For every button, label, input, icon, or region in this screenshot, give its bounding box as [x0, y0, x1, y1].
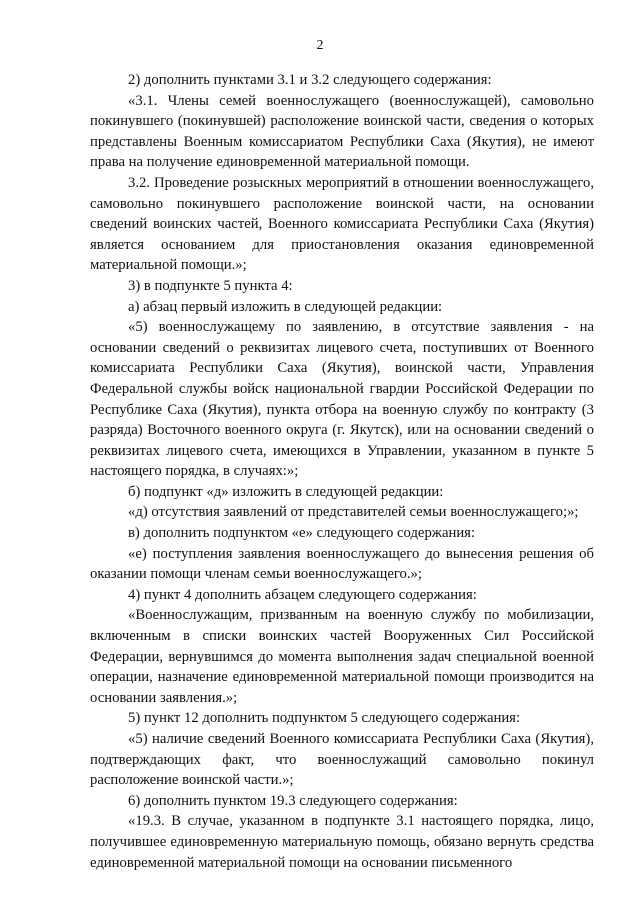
paragraph: 5) пункт 12 дополнить подпунктом 5 следующего содержания: — [128, 710, 521, 727]
paragraph: «5) военнослужащему по заявлению, в отсутствие заявления - на основании сведений о реквизитах лицевого счета, поступивших от Военного комиссариата Республики Саха (Якутия), воинской части, Управления Федеральной службы войск национальной гвардии Российской Федерации по Республике Саха (Якутия), пункта отбора на военную службу по контракту (3 разряда) Восточного военного округа (г. Якутск), или на основании сведений о реквизитах лицевого счета, имеющихся в Управлении, указанном в пункте 5 настоящего порядка, в случаях:»; — [90, 319, 594, 480]
paragraph: б) подпункт «д» изложить в следующей редакции: — [128, 483, 444, 500]
page-number: 2 — [316, 38, 324, 53]
paragraph: «19.3. В случае, указанном в подпункте 3.1 настоящего порядка, лицо, получившее единовременную материальную помощь, обязано вернуть средства единовременной материальной помощи на основании письменного — [90, 813, 594, 871]
document-body — [90, 70, 594, 873]
paragraph: «5) наличие сведений Военного комиссариата Республики Саха (Якутия), подтверждающих факт, что военнослужащий самовольно покинул расположение воинской части.»; — [90, 731, 594, 789]
paragraph: «3.1. Члены семей военнослужащего (военнослужащей), самовольно покинувшего (покинувшей) расположение воинской части, сведения о которых представлены Военным комиссариатом Республики Саха (Якутия), не имеют права на получение единовременной материальной помощи. — [90, 92, 594, 171]
paragraph: 2) дополнить пунктами 3.1 и 3.2 следующего содержания: — [128, 72, 492, 88]
paragraph: в) дополнить подпунктом «е» следующего содержания: — [128, 525, 476, 542]
paragraph: 3) в подпункте 5 пункта 4: — [128, 277, 293, 294]
paragraph: «е) поступления заявления военнослужащего до вынесения решения об оказании помощи членам семьи военнослужащего.»; — [90, 545, 594, 583]
paragraph: 4) пункт 4 дополнить абзацем следующего содержания: — [128, 586, 477, 603]
paragraph: а) абзац первый изложить в следующей редакции: — [128, 298, 443, 315]
paragraph: «Военнослужащим, призванным на военную службу по мобилизации, включенным в списки воинских частей Вооруженных Сил Российской Федерации, вернувшимся до момента выполнения задач специальной военной операции, назначение единовременной материальной помощи производится на основании заявления.»; — [90, 607, 594, 706]
paragraph: 6) дополнить пунктом 19.3 следующего содержания: — [128, 792, 458, 809]
paragraph: «д) отсутствия заявлений от представителей семьи военнослужащего;»; — [128, 504, 579, 521]
paragraph: 3.2. Проведение розыскных мероприятий в отношении военнослужащего, самовольно покинувшего расположение воинской части, на основании сведений воинских частей, Военного комиссариата Республики Саха (Якутия) является основанием для приостановления оказания единовременной материальной помощи.»; — [90, 174, 594, 274]
